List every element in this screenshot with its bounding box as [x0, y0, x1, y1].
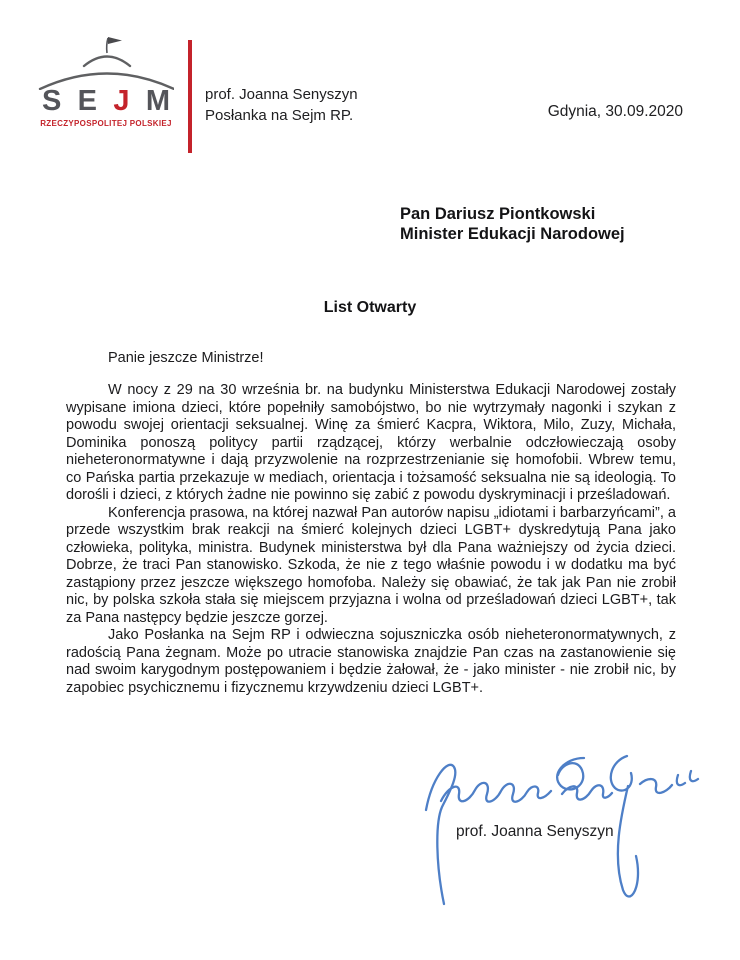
recipient-block	[400, 205, 625, 244]
paragraph: Jako Posłanka na Sejm RP i odwieczna sojuszniczka osób nieheteronormatywnych, z radością Pana żegnam. Może po utracie stanowiska znajdzie Pan czas na zastanowienie się nad swoim karygodnym postępowaniem i będzie żałował, że - jako minister - nie zrobił nic, by zapobiec psychicznemu i fizycznemu krzywdzeniu dzieci LGBT+.	[66, 627, 676, 696]
sejm-logo	[38, 34, 174, 128]
recipient-title: Minister Edukacji Narodowej	[400, 224, 625, 243]
sender-name: prof. Joanna Senyszyn	[205, 86, 358, 103]
signature-block	[412, 748, 712, 928]
sejm-letter: S	[42, 85, 62, 117]
signature-stroke-sen	[557, 758, 612, 800]
flag-pole	[107, 38, 108, 53]
letter-body	[66, 382, 676, 697]
paragraph: Konferencja prasowa, na której nazwał Pan autorów napisu „idiotami i barbarzyńcami”, a przede wszystkim brak reakcji na śmierć kolejnych dzieci LGBT+ dyskredytują Pana jako człowieka, polityka, ministra. Budynek ministerstwa był dla Pana ważniejszy od życia dzieci. Dobrze, że traci Pan stanowisko. Szkoda, że nie z tego właśnie powodu i w dodatku ma być zastąpiony przez jeszcze większego homofoba. Należy się obawiać, że tak jak Pan nie zrobił nic, by polska szkoła stała się miejscem przyjazna i wolna od prześladowań dzieci LGBT+, tak za Pana następcy będzie jeszcze gorzej.	[66, 504, 676, 626]
header-divider-bar	[188, 40, 192, 153]
sejm-letter: M	[145, 85, 170, 117]
sejm-dome-icon	[38, 34, 174, 90]
sender-block	[205, 84, 358, 126]
recipient-name: Pan Dariusz Piontkowski	[400, 205, 596, 223]
signature-stroke-szyn	[611, 756, 698, 897]
sejm-letter-red: J	[113, 85, 130, 117]
salutation: Panie jeszcze Ministrze!	[108, 350, 264, 366]
dateline: Gdynia, 30.09.2020	[547, 103, 683, 120]
paragraph: W nocy z 29 na 30 września br. na budynku Ministerstwa Edukacji Narodowej zostały wypisane imiona dzieci, które popełniły samobójstwo, bo nie wytrzymały nagonki i szykan z powodu swojej orientacji seksualnej. Winę za śmierć Kacpra, Wiktora, Milo, Zuzy, Michała, Dominika ponoszą politycy partii rządzącej, którzy werbalnie odczłowieczają osoby nieheteronormatywne i dają przyzwolenie na rozprzestrzenianie się homofobii. Wbrew temu, co Pańska partia przekazuje w mediach, orientacja i tożsamość seksualna nie są ideologią. To dorośli i dzieci, z których żadne nie powinno się zabić z powodu dyskryminacji i prześladowań.	[66, 382, 676, 503]
signature-printed-name: prof. Joanna Senyszyn	[456, 823, 614, 840]
sejm-wordmark	[42, 86, 170, 116]
sejm-logo-subtitle: RZECZYPOSPOLITEJ POLSKIEJ	[40, 119, 172, 128]
dome-small-arc	[84, 57, 130, 67]
flag-icon	[108, 37, 122, 44]
sender-role: Posłanka na Sejm RP.	[205, 107, 354, 124]
sejm-letter: E	[77, 85, 98, 117]
letter-title: List Otwarty	[323, 299, 417, 316]
